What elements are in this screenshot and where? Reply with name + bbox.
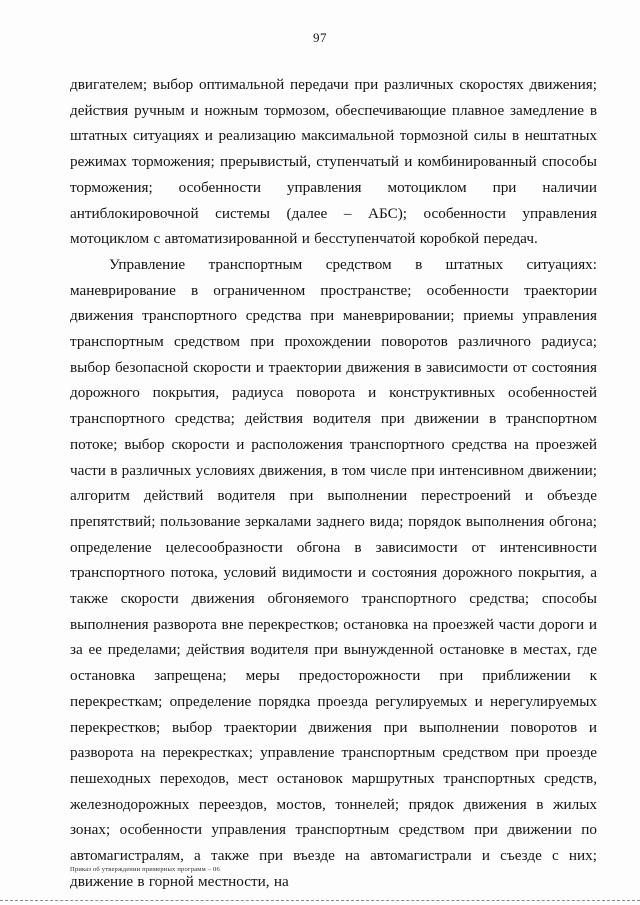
page-number: 97	[313, 30, 327, 45]
footer-note: Приказ об утверждении примерных программ – 06	[70, 866, 220, 873]
scan-edge-line	[0, 900, 640, 903]
paragraph-vehicle-control: Управление транспортным средством в штатных ситуациях: маневрирование в ограниченном пространстве; особенности траектории движения транспортного средства при маневрировании; приемы управления транспортным средством при прохождении поворотов различного радиуса; выбор безопасной скорости и траектории движения в зависимости от состояния дорожного покрытия, радиуса поворота и конструктивных особенностей транспортного средства; действия водителя при движении в транспортном потоке; выбор скорости и расположения транспортного средства на проезжей части в различных условиях движения, в том числе при интенсивном движении; алгоритм действий водителя при выполнении перестроений и объезде препятствий; пользование зеркалами заднего вида; порядок выполнения обгона; определение целесообразности обгона в зависимости от интенсивности транспортного потока, условий видимости и состояния дорожного покрытия, а также скорости движения обгоняемого транспортного средства; способы выполнения разворота вне перекрестков; остановка на проезжей части дороги и за ее пределами; действия водителя при вынужденной остановке в местах, где остановка запрещена; меры предосторожности при приближении к перекресткам; определение порядка проезда регулируемых и нерегулируемых перекрестков; выбор траектории движения при выполнении поворотов и разворота на перекрестках; управление транспортным средством при проезде пешеходных переходов, мест остановок маршрутных транспортных средств, железнодорожных переездов, мостов, тоннелей; прядок движения в жилых зонах; особенности управления транспортным средством при движении по автомагистралям, а также при въезде на автомагистрали и съезде с них; движение в горной местности, на	[70, 255, 597, 890]
paragraph-continuation: двигателем; выбор оптимальной передачи при различных скоростях движения; действия ручным и ножным тормозом, обеспечивающие плавное замедление в штатных ситуациях и реализацию максимальной тормозной силы в нештатных режимах торможения; прерывистый, ступенчатый и комбинированный способы торможения; особенности управления мотоциклом при наличии антиблокировочной системы (далее – АБС); особенности управления мотоциклом с автоматизированной и бесступенчатой коробкой передач.	[70, 76, 597, 248]
body-text	[70, 72, 597, 895]
